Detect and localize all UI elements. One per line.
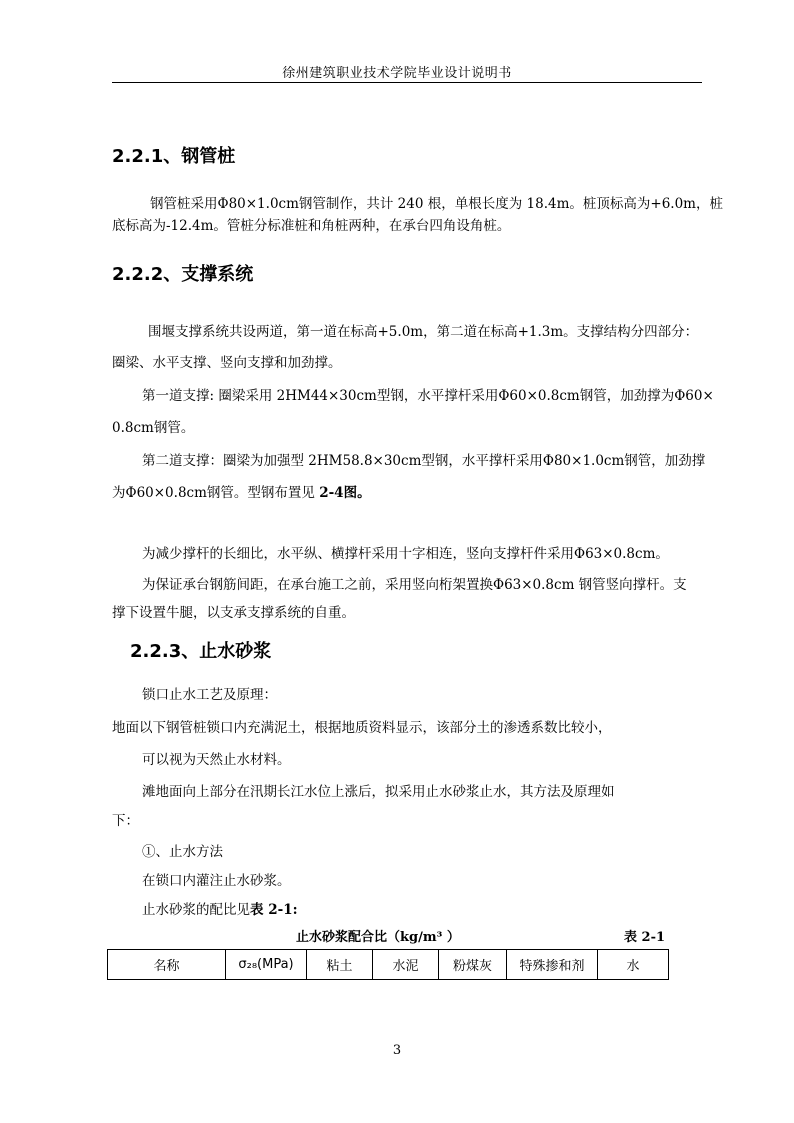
table-header-row <box>108 950 669 980</box>
section-223-line1: 锁口止水工艺及原理： <box>142 687 277 703</box>
table-header-cell: 名称 <box>108 950 226 980</box>
header-rule <box>112 82 702 83</box>
section-221-para-line2: 底标高为-12.4m。管桩分标准桩和角桩两种，在承台四角设角桩。 <box>112 218 511 234</box>
section-223-line6: ①、止水方法 <box>142 844 223 860</box>
section-223-line8-text: 止水砂浆的配比见 <box>142 902 250 918</box>
section-223-line5: 下： <box>112 813 139 829</box>
section-221-para-line1: 钢管桩采用Φ80×1.0cm钢管制作，共计 240 根，单根长度为 18.4m。桩顶标高为+6.0m，桩 <box>150 196 723 212</box>
section-221-heading: 2.2.1、钢管桩 <box>112 146 236 167</box>
section-223-line7: 在锁口内灌注止水砂浆。 <box>142 873 291 889</box>
table-header-cell: 特殊掺和剂 <box>507 950 598 980</box>
section-222-p4: 为减少撑杆的长细比，水平纵、横撑杆采用十字相连，竖向支撑杆件采用Φ63×0.8cm。 <box>142 546 669 562</box>
section-223-heading: 2.2.3、止水砂浆 <box>130 641 272 662</box>
section-223-line8 <box>142 898 298 918</box>
section-222-p1-line1: 围堰支撑系统共设两道，第一道在标高+5.0m，第二道在标高+1.3m。支撑结构分四部分： <box>148 324 699 340</box>
section-222-p3-line1: 第二道支撑：圈梁为加强型 2HM58.8×30cm型钢，水平撑杆采用Φ80×1.0cm钢管，加劲撑 <box>142 453 706 469</box>
table-caption: 止水砂浆配合比（kg/m³ ） <box>296 930 460 945</box>
section-222-p1-line2: 圈梁、水平支撑、竖向支撑和加劲撑。 <box>112 355 342 371</box>
table-ref-2-1: 表 2-1: <box>250 902 298 918</box>
table-header-cell: σ₂₈(MPa) <box>226 950 307 980</box>
figure-ref-2-4: 2-4图。 <box>319 485 371 501</box>
section-223-line3: 可以视为天然止水材料。 <box>142 752 291 768</box>
section-222-p5-line2: 撑下设置牛腿，以支承支撑系统的自重。 <box>112 605 355 621</box>
section-222-p5-line1: 为保证承台钢筋间距，在承台施工之前，采用竖向桁架置换Φ63×0.8cm 钢管竖向撑杆。支 <box>142 577 687 593</box>
section-222-p2-line2: 0.8cm钢管。 <box>112 420 195 436</box>
table-header-cell: 粉煤灰 <box>439 950 507 980</box>
section-222-heading: 2.2.2、支撑系统 <box>112 264 254 285</box>
mortar-mix-table <box>107 949 669 980</box>
page-number: 3 <box>392 1043 402 1058</box>
section-223-line2: 地面以下钢管桩锁口内充满泥土，根据地质资料显示，该部分土的渗透系数比较小， <box>112 720 612 736</box>
section-222-p3-line2-text: 为Φ60×0.8cm钢管。型钢布置见 <box>112 485 320 501</box>
table-header-cell: 水泥 <box>373 950 439 980</box>
page-header-title: 徐州建筑职业技术学院毕业设计说明书 <box>282 66 512 81</box>
section-223-line4: 滩地面向上部分在汛期长江水位上涨后，拟采用止水砂浆止水，其方法及原理如 <box>142 784 615 800</box>
section-222-p2-line1: 第一道支撑: 圈梁采用 2HM44×30cm型钢，水平撑杆采用Φ60×0.8cm钢管，加劲撑为Φ60× <box>142 388 714 404</box>
table-header-cell: 粘土 <box>307 950 373 980</box>
table-number: 表 2-1 <box>624 930 666 945</box>
table-header-cell: 水 <box>598 950 669 980</box>
section-222-p3-line2 <box>112 481 371 501</box>
